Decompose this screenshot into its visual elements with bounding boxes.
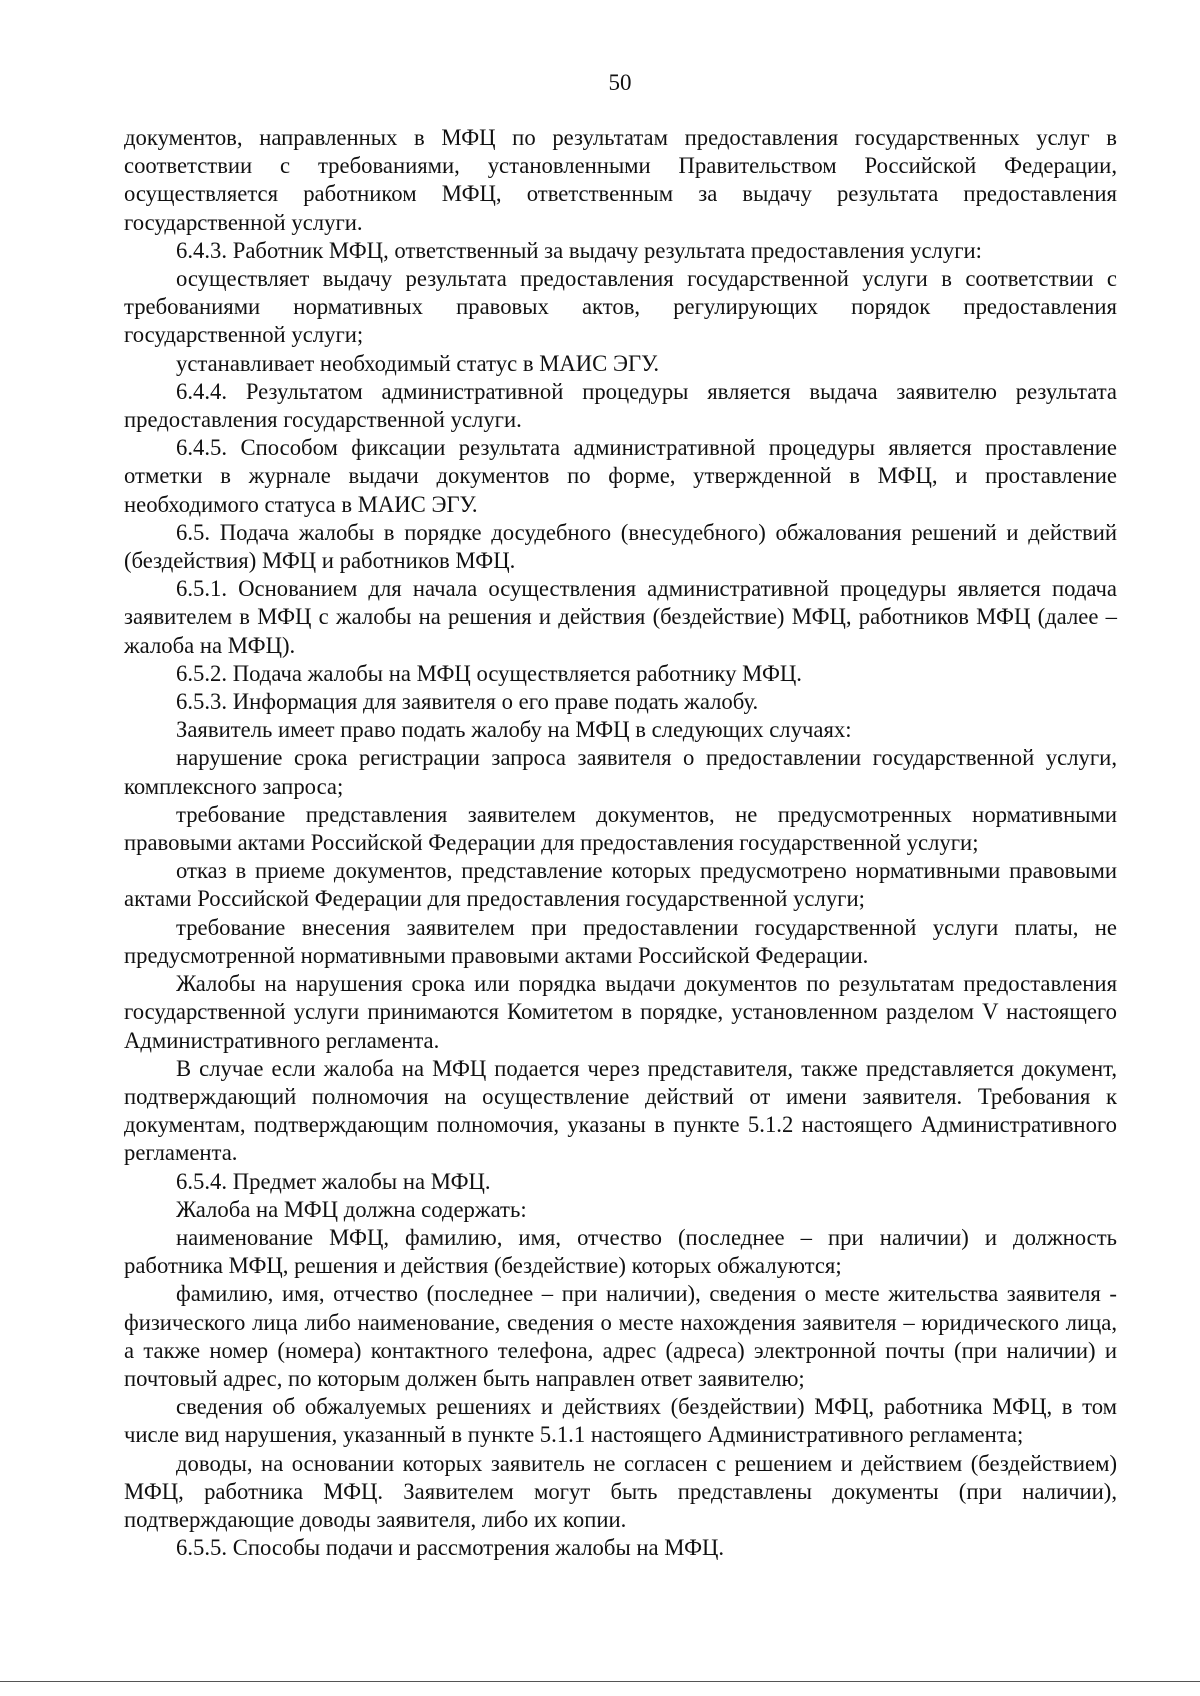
paragraph: 6.5. Подача жалобы в порядке досудебного (внесудебного) обжалования решений и действий (бездействия) МФЦ и работников МФЦ. xyxy=(124,519,1117,574)
page-number: 50 xyxy=(608,70,632,95)
paragraph: требование внесения заявителем при предоставлении государственной услуги платы, не предусмотренной нормативными правовыми актами Российской Федерации. xyxy=(124,914,1117,968)
paragraph: устанавливает необходимый статус в МАИС ЭГУ. xyxy=(176,350,660,376)
paragraph: 6.4.3. Работник МФЦ, ответственный за выдачу результата предоставления услуги: xyxy=(176,237,982,263)
paragraph: осуществляет выдачу результата предоставления государственной услуги в соответствии с требованиями нормативных правовых актов, регулирующих порядок предоставления государственной услуги; xyxy=(124,266,1117,348)
document-body xyxy=(124,124,1117,1562)
paragraph: 6.5.5. Способы подачи и рассмотрения жалобы на МФЦ. xyxy=(176,1535,725,1561)
paragraph: сведения об обжалуемых решениях и действиях (бездействии) МФЦ, работника МФЦ, в том числе вид нарушения, указанный в пункте 5.1.1 настоящего Административного регламента; xyxy=(124,1394,1117,1448)
scan-edge-line xyxy=(0,1681,1200,1682)
paragraph: Жалобы на нарушения срока или порядка выдачи документов по результатам предоставления государственной услуги принимаются Комитетом в порядке, установленном разделом V настоящего Административного регламента. xyxy=(124,971,1117,1053)
paragraph: 6.5.2. Подача жалобы на МФЦ осуществляется работнику МФЦ. xyxy=(176,660,802,686)
paragraph: 6.5.1. Основанием для начала осуществления административной процедуры является подача заявителем в МФЦ с жалобы на решения и действия (бездействие) МФЦ, работников МФЦ (далее – жалоба на МФЦ). xyxy=(124,576,1117,658)
paragraph: доводы, на основании которых заявитель не согласен с решением и действием (бездействием) МФЦ, работника МФЦ. Заявителем могут быть представлены документы (при наличии), подтверждающие доводы заявителя, либо их копии. xyxy=(124,1450,1117,1532)
paragraph: Жалоба на МФЦ должна содержать: xyxy=(176,1196,527,1222)
paragraph: 6.4.4. Результатом административной процедуры является выдача заявителю результата предоставления государственной услуги. xyxy=(124,378,1117,433)
paragraph: отказ в приеме документов, представление которых предусмотрено нормативными правовыми актами Российской Федерации для предоставления государственной услуги; xyxy=(124,858,1117,912)
paragraph: 6.4.5. Способом фиксации результата административной процедуры является проставление отметки в журнале выдачи документов по форме, утвержденной в МФЦ, и проставление необходимого статуса в МАИС ЭГУ. xyxy=(124,435,1117,517)
paragraph: фамилию, имя, отчество (последнее – при наличии), сведения о месте жительства заявителя - физического лица либо наименование, сведения о месте нахождения заявителя – юридического лица, а также номер (номера) контактного телефона, адрес (адреса) электронной почты (при наличии) и почтовый адрес, по которым должен быть направлен ответ заявителю; xyxy=(124,1281,1117,1391)
paragraph: 6.5.4. Предмет жалобы на МФЦ. xyxy=(176,1168,491,1194)
paragraph: 6.5.3. Информация для заявителя о его праве подать жалобу. xyxy=(176,689,759,715)
paragraph: Заявитель имеет право подать жалобу на МФЦ в следующих случаях: xyxy=(176,717,852,743)
paragraph: наименование МФЦ, фамилию, имя, отчество (последнее – при наличии) и должность работника МФЦ, решения и действия (бездействие) которых обжалуются; xyxy=(124,1224,1117,1279)
paragraph: В случае если жалоба на МФЦ подается через представителя, также представляется документ, подтверждающий полномочия на осуществление действий от имени заявителя. Требования к документам, подтверждающим полномочия, указаны в пункте 5.1.2 настоящего Административного регламента. xyxy=(124,1055,1117,1166)
paragraph: требование представления заявителем документов, не предусмотренных нормативными правовыми актами Российской Федерации для предоставления государственной услуги; xyxy=(124,801,1117,856)
paragraph: документов, направленных в МФЦ по результатам предоставления государственных услуг в соответствии с требованиями, установленными Правительством Российской Федерации, осуществляется работником МФЦ, ответственным за выдачу результата предоставления государственной услуги. xyxy=(124,125,1117,235)
paragraph: нарушение срока регистрации запроса заявителя о предоставлении государственной услуги, комплексного запроса; xyxy=(124,745,1117,799)
